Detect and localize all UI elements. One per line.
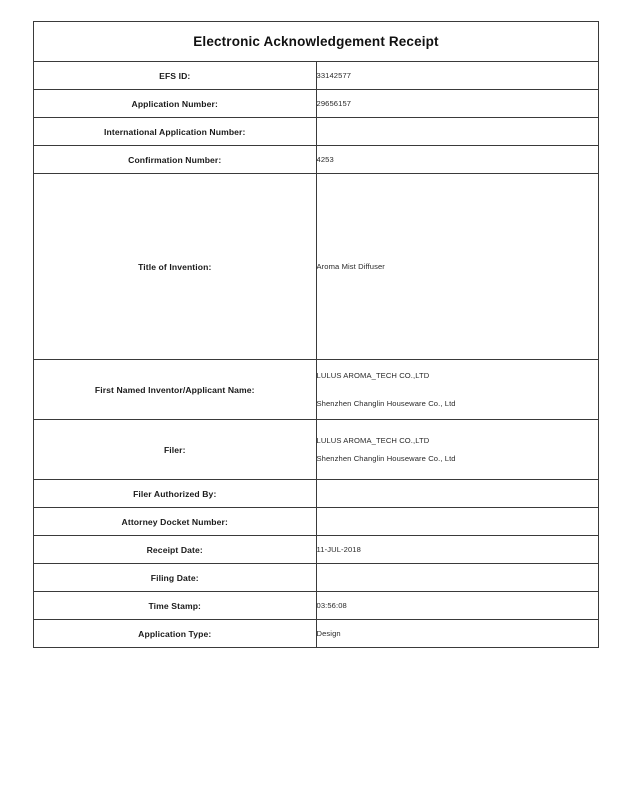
- table-row-heading: [34, 22, 599, 62]
- value-filing-date: [316, 564, 599, 592]
- table-row-confirmation-number: [34, 146, 599, 174]
- filer-name-line-1: LULUS AROMA_TECH CO.,LTD: [316, 436, 430, 446]
- value-international-application-number: [316, 118, 599, 146]
- label-receipt-date: Receipt Date:: [34, 536, 317, 564]
- filer-name-line-2: Shenzhen Changlin Houseware Co., Ltd: [316, 453, 456, 463]
- value-application-type: Design: [316, 620, 599, 648]
- label-confirmation-number: Confirmation Number:: [34, 146, 317, 174]
- value-efs-id: 33142577: [316, 62, 599, 90]
- page-title: Electronic Acknowledgement Receipt: [34, 22, 599, 62]
- table-row-filer: [34, 420, 599, 480]
- value-receipt-date: 11-JUL-2018: [316, 536, 599, 564]
- label-time-stamp: Time Stamp:: [34, 592, 317, 620]
- label-international-application-number: International Application Number:: [34, 118, 317, 146]
- label-application-number: Application Number:: [34, 90, 317, 118]
- label-filer: Filer:: [34, 420, 317, 480]
- value-filer: [316, 420, 599, 480]
- table-row-application-type: [34, 620, 599, 648]
- label-efs-id: EFS ID:: [34, 62, 317, 90]
- value-attorney-docket-number: [316, 508, 599, 536]
- table-row-filing-date: [34, 564, 599, 592]
- table-row-international-application-number: [34, 118, 599, 146]
- label-first-named-inventor: First Named Inventor/Applicant Name:: [34, 360, 317, 420]
- table-row-attorney-docket-number: [34, 508, 599, 536]
- label-application-type: Application Type:: [34, 620, 317, 648]
- label-filing-date: Filing Date:: [34, 564, 317, 592]
- value-time-stamp: 03:56:08: [316, 592, 599, 620]
- value-title-of-invention: Aroma Mist Diffuser: [316, 174, 599, 360]
- value-filer-authorized-by: [316, 480, 599, 508]
- electronic-acknowledgement-receipt-table: [33, 21, 599, 648]
- table-row-application-number: [34, 90, 599, 118]
- table-row-efs-id: [34, 62, 599, 90]
- table-row-receipt-date: [34, 536, 599, 564]
- label-title-of-invention: Title of Invention:: [34, 174, 317, 360]
- value-confirmation-number: 4253: [316, 146, 599, 174]
- table-row-time-stamp: [34, 592, 599, 620]
- label-filer-authorized-by: Filer Authorized By:: [34, 480, 317, 508]
- value-first-named-inventor: [316, 360, 599, 420]
- table-row-title-of-invention: [34, 174, 599, 360]
- table-row-filer-authorized-by: [34, 480, 599, 508]
- table-row-first-named-inventor: [34, 360, 599, 420]
- label-attorney-docket-number: Attorney Docket Number:: [34, 508, 317, 536]
- inventor-name-line-1: LULUS AROMA_TECH CO.,LTD: [316, 371, 430, 381]
- inventor-name-line-2: Shenzhen Changlin Houseware Co., Ltd: [316, 398, 456, 408]
- value-application-number: 29656157: [316, 90, 599, 118]
